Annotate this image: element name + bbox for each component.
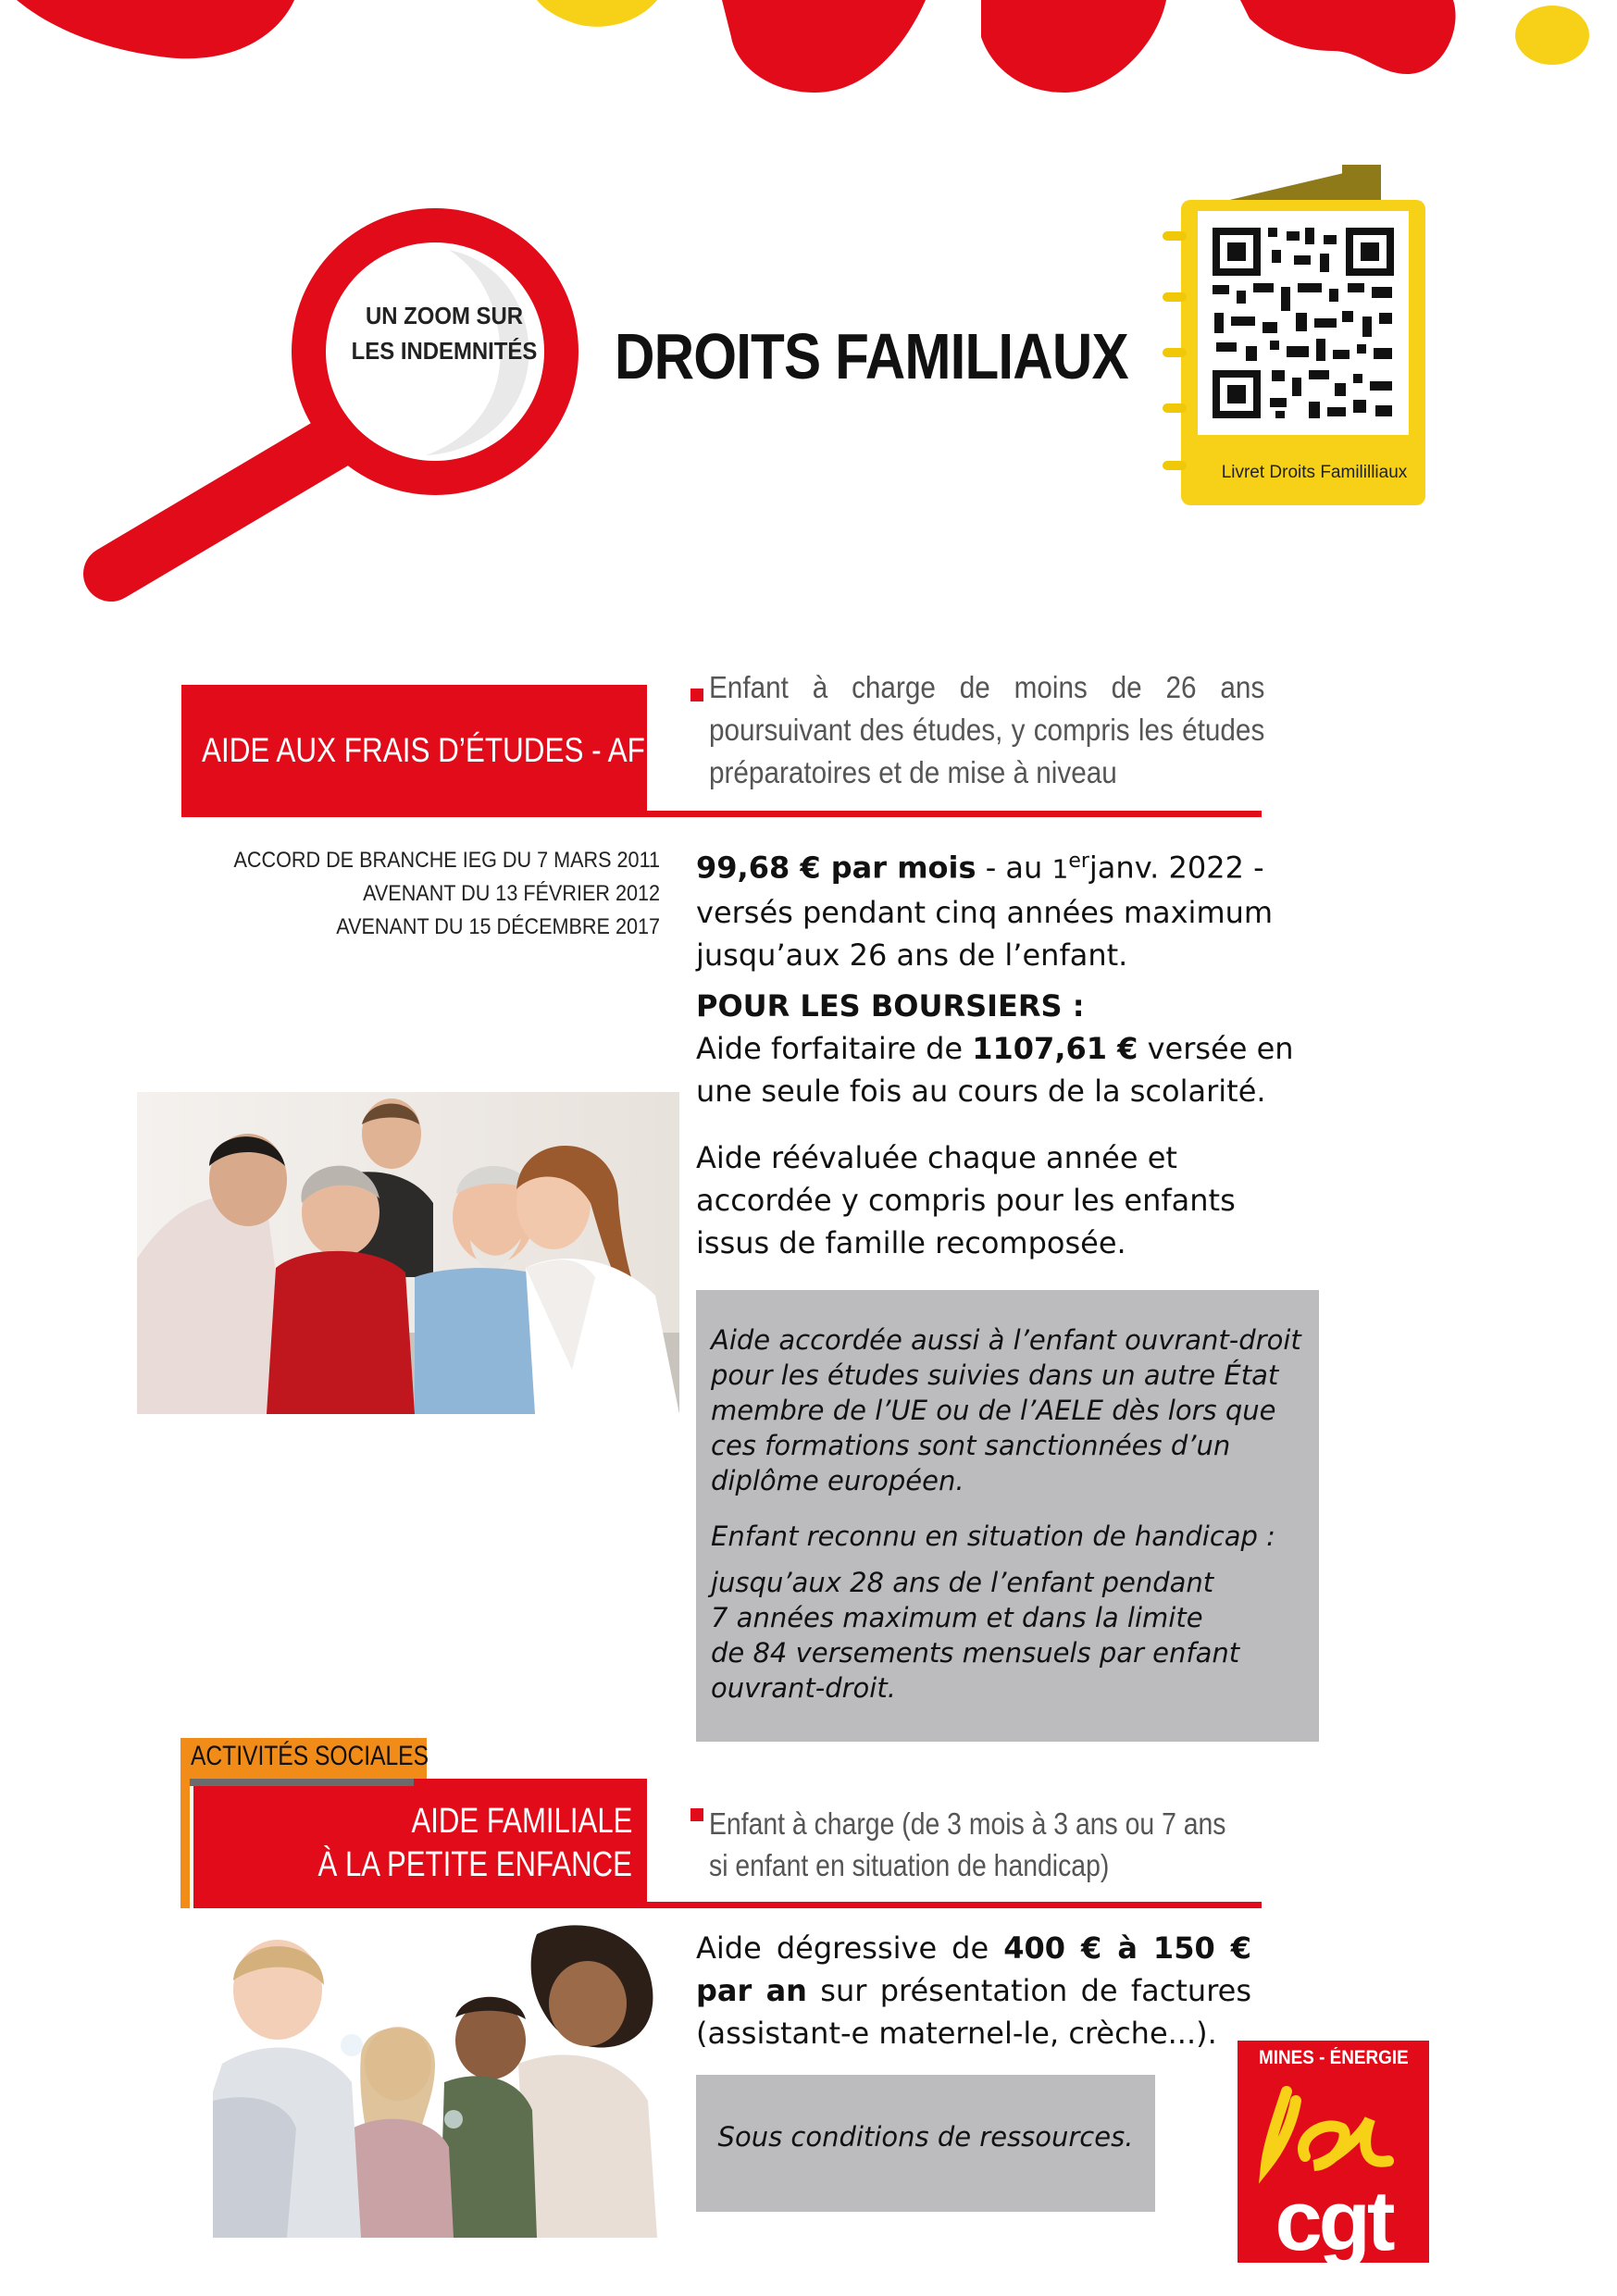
zoom-label [333,298,555,368]
afe-amount-rest: versés pendant cinq années maximum jusqu’aux 26 ans de l’enfant. [696,894,1274,973]
petite-enfance-divider [647,1902,1262,1908]
cgt-logo-script [1250,2073,1416,2184]
note-eu-studies: Aide accordée aussi à l’enfant ouvrant-droit pour les études suivies dans un autre État membre de l’UE ou de l’AELE dès lors que ces formations sont sanctionnées d’un diplôme européen. [711,1324,1301,1496]
zoom-label-line1: UN ZOOM SUR [365,302,524,329]
petite-bullet [690,1808,703,1821]
orange-accent-bar [180,1779,190,1908]
petite-enfance-condition: Enfant à charge (de 3 mois à 3 ans ou 7 ans si enfant en situation de handicap) [709,1806,1226,1882]
boursiers-heading: POUR LES BOURSIERS : [696,988,1085,1024]
afe-references [216,844,660,944]
note-handicap [711,1519,1312,1706]
afe-boursiers: POUR LES BOURSIERS : Aide forfaitaire de 1107,61 € versée en une seule fois au cours de la scolarité. [696,985,1307,1112]
petite-title-line2: À LA PETITE ENFANCE [317,1845,632,1884]
petite-title-line1: AIDE FAMILIALE [411,1802,632,1841]
cgt-logo-word: cgt [1275,2174,1392,2268]
petite-amount-period: par an [696,1973,807,2008]
afe-amount-value: 99,68 € par mois [696,850,976,886]
resources-text: Sous conditions de ressources. [717,2121,1134,2153]
decorative-top-shapes [0,0,1617,102]
magnifier-icon [83,185,602,602]
note-handicap-line: ouvrant-droit. [711,1672,896,1704]
afe-date-first: 1 [1051,853,1069,885]
note-handicap-line: Enfant reconnu en situation de handicap : [711,1520,1275,1552]
booklet-label: Livret Droits Famililliaux [1221,463,1408,482]
afe-amount-text: 99,68 € par mois - au 1erjanv. 2022 - versés pendant cinq années maximum jusqu’aux 26 ans de l’enfant. [696,850,1274,973]
activites-sociales-label: ACTIVITÉS SOCIALES [191,1741,429,1771]
afe-reference: AVENANT DU 13 FÉVRIER 2012 [363,881,660,906]
cgt-logo-header: MINES - ÉNERGIE [1258,2047,1409,2068]
note-handicap-line: de 84 versements mensuels par enfant [711,1637,1240,1669]
booklet-qr-icon [1157,165,1453,507]
petite-enfance-title [193,1800,632,1887]
children-photo [213,1916,657,2238]
afe-reevaluation: Aide réévaluée chaque année et accordée y compris pour les enfants issus de famille recomposée. [696,1140,1236,1260]
page-title: DROITS FAMILIAUX [615,320,1128,392]
petite-amount-range: 400 € à 150 € [1003,1930,1252,1966]
zoom-label-line2: LES INDEMNITÉS [351,337,538,365]
afe-reference: AVENANT DU 15 DÉCEMBRE 2017 [336,914,660,939]
note-handicap-line: jusqu’aux 28 ans de l’enfant pendant [711,1567,1214,1598]
petite-enfance-amount: Aide dégressive de 400 € à 150 € par an sur présentation de factures (assistant-e maternel-le, crèche...). [696,1930,1252,2051]
afe-divider [181,811,1262,817]
afe-reference: ACCORD DE BRANCHE IEG DU 7 MARS 2011 [233,848,660,873]
boursiers-amount: 1107,61 € [972,1031,1138,1066]
note-handicap-line: 7 années maximum et dans la limite [711,1602,1203,1633]
afe-title: AIDE AUX FRAIS D’ÉTUDES - AFE [202,731,665,769]
afe-condition: Enfant à charge de moins de 26 ans poursuivant des études, y compris les études préparatoires et de mise à niveau [709,670,1265,789]
afe-bullet [690,689,703,701]
banner-grey-accent [190,1779,414,1786]
family-photo [137,1092,679,1414]
